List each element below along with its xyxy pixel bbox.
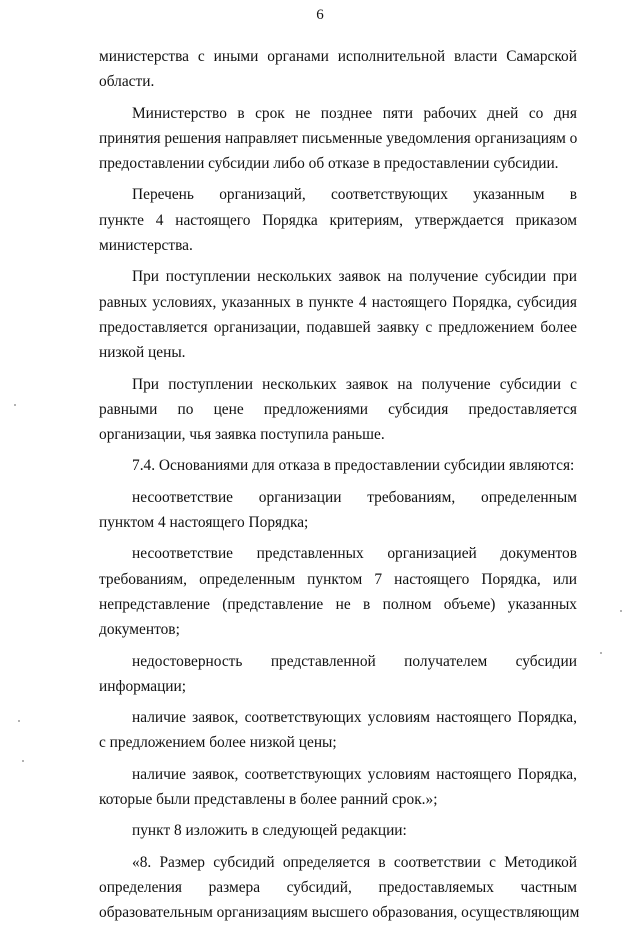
paragraph	[99, 264, 577, 365]
paragraph	[99, 44, 577, 95]
text-line: которые были представлены в более ранний срок.»;	[99, 791, 438, 809]
scan-speck	[22, 760, 24, 762]
text-line: непредставление (представление не в полном объеме) указанных	[99, 595, 577, 613]
text-line: При поступлении нескольких заявок на получение субсидии при	[132, 268, 577, 286]
text-line: При поступлении нескольких заявок на получение субсидии с	[132, 375, 577, 393]
paragraph	[99, 101, 577, 177]
text-line: организации, чья заявка поступила раньше.	[99, 426, 385, 444]
text-line: низкой цены.	[99, 344, 186, 362]
list-item	[99, 485, 577, 536]
text-line: несоответствие организации требованиям, определенным	[132, 488, 577, 506]
list-item	[99, 705, 577, 756]
text-line: «8. Размер субсидий определяется в соответствии с Методикой	[132, 853, 577, 871]
scan-speck	[600, 652, 602, 654]
text-line: информации;	[99, 677, 187, 695]
text-line: равными по цене предложениями субсидия предоставляется	[99, 400, 577, 418]
paragraph	[99, 453, 577, 478]
text-line: принятия решения направляет письменные уведомления организациям о	[99, 129, 578, 147]
text-line: наличие заявок, соответствующих условиям настоящего Порядка,	[132, 709, 577, 727]
text-line: требованиям, определенным пунктом 7 настоящего Порядка, или	[99, 570, 577, 588]
text-line: с предложением более низкой цены;	[99, 734, 337, 752]
text-line: образовательным организациям высшего образования, осуществляющим	[99, 904, 580, 922]
text-line: недостоверность представленной получателем субсидии	[132, 652, 577, 670]
text-line: министерства.	[99, 237, 193, 255]
text-line: равных условиях, указанных в пункте 4 настоящего Порядка, субсидия	[99, 293, 577, 311]
text-line: области.	[99, 73, 155, 91]
text-line: определения размера субсидий, предоставляемых частным	[99, 878, 577, 896]
text-line: предоставляется организации, подавшей заявку с предложением более	[99, 318, 577, 336]
document-body	[99, 44, 580, 926]
text-line: пункте 4 настоящего Порядка критериям, утверждается приказом	[99, 211, 577, 229]
paragraph	[99, 818, 577, 843]
text-line: документов;	[99, 621, 180, 639]
paragraph	[99, 850, 580, 926]
text-line: Министерство в срок не позднее пяти рабочих дней со дня	[132, 104, 577, 122]
scan-speck	[18, 720, 20, 722]
text-line: предоставлении субсидии либо об отказе в предоставлении субсидии.	[99, 155, 559, 173]
page-number: 6	[316, 7, 324, 23]
scan-speck	[620, 610, 622, 612]
text-line: 7.4. Основаниями для отказа в предоставлении субсидии являются:	[132, 457, 575, 475]
scan-speck	[14, 404, 16, 406]
paragraph	[99, 372, 577, 448]
list-item	[99, 649, 577, 700]
text-line: наличие заявок, соответствующих условиям настоящего Порядка,	[132, 765, 577, 783]
list-item	[99, 541, 577, 642]
paragraph	[99, 182, 577, 258]
text-line: пункт 8 изложить в следующей редакции:	[132, 822, 407, 840]
text-line: Перечень организаций, соответствующих указанным в	[132, 186, 577, 204]
text-line: несоответствие представленных организацией документов	[132, 545, 577, 563]
text-line: министерства с иными органами исполнительной власти Самарской	[99, 48, 577, 65]
list-item	[99, 762, 577, 813]
text-line: пунктом 4 настоящего Порядка;	[99, 514, 309, 532]
